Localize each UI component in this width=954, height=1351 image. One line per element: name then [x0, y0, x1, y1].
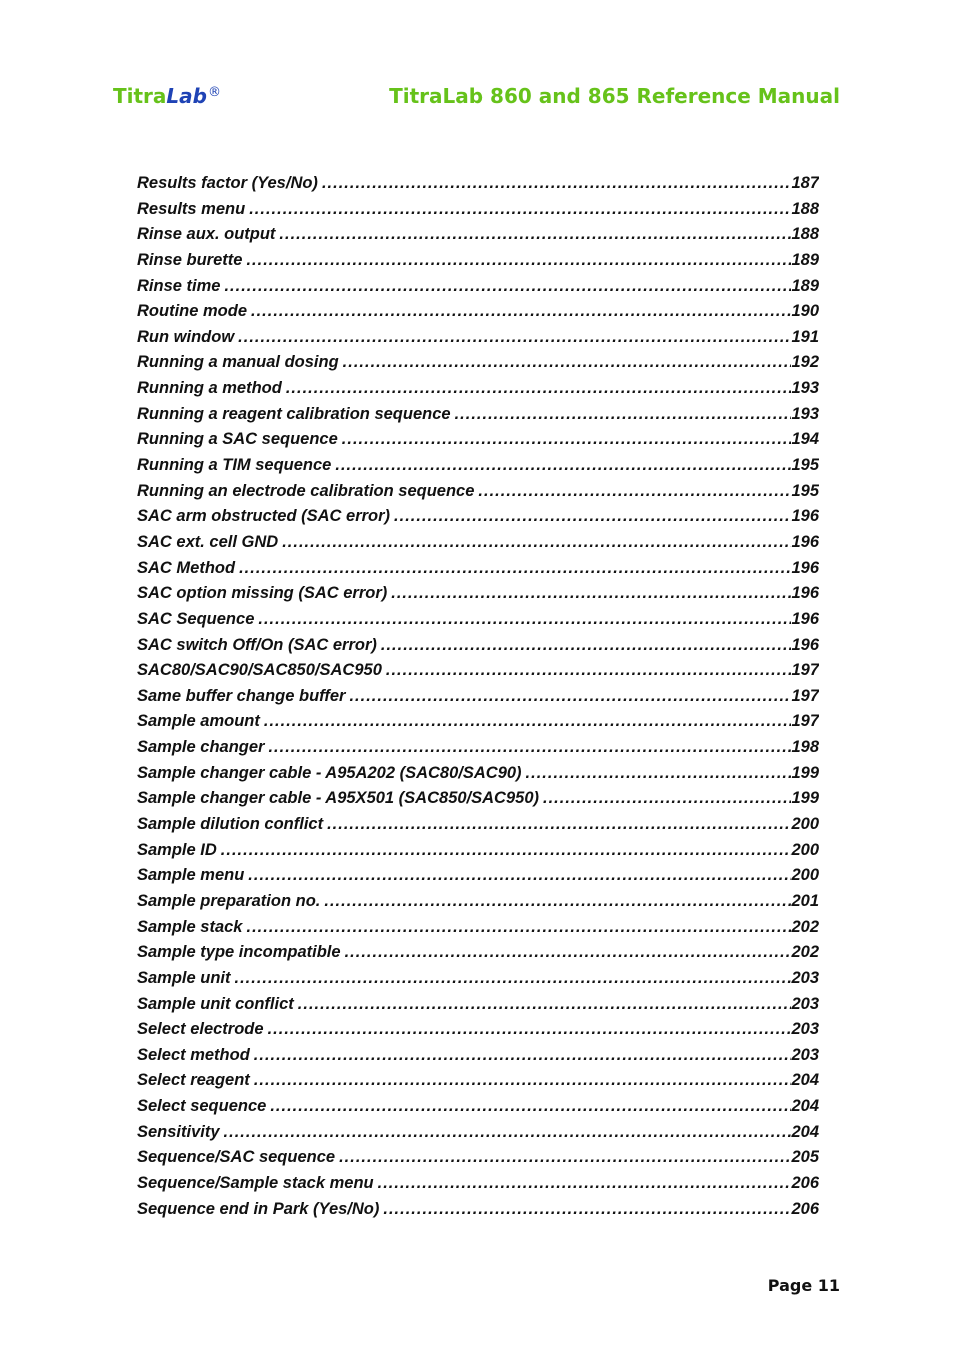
index-page-number: 199	[791, 789, 819, 808]
index-term: Sensitivity	[137, 1122, 220, 1141]
dot-leader	[543, 789, 791, 808]
index-entry	[137, 815, 819, 841]
page-number: Page 11	[767, 1276, 840, 1295]
index-term: Sample amount	[137, 712, 260, 731]
dot-leader	[298, 995, 792, 1014]
index-page-number: 194	[791, 430, 819, 449]
index-entry	[137, 277, 819, 303]
dot-leader	[381, 636, 792, 655]
index-page-number: 202	[791, 943, 819, 962]
index-term: SAC Method	[137, 558, 236, 577]
index-page-number: 203	[791, 994, 819, 1013]
index-entry	[137, 1046, 819, 1072]
index-entry	[137, 1148, 819, 1174]
index-page-number: 203	[791, 1020, 819, 1039]
index-page-number: 196	[791, 609, 819, 628]
index-page-number: 189	[791, 250, 819, 269]
index-page-number: 206	[791, 1173, 819, 1192]
index-term: SAC arm obstructed (SAC error)	[137, 507, 391, 526]
index-entry	[137, 302, 819, 328]
index-entry	[137, 943, 819, 969]
index-entry	[137, 866, 819, 892]
index-entry	[137, 636, 819, 662]
index-term: Running a SAC sequence	[137, 430, 338, 449]
index-page-number: 197	[791, 661, 819, 680]
dot-leader	[221, 841, 792, 860]
index-term: Sample stack	[137, 917, 243, 936]
dot-leader	[251, 302, 791, 321]
index-page-number: 202	[791, 917, 819, 936]
index-entry	[137, 789, 819, 815]
index-page-number: 199	[791, 763, 819, 782]
index-page-number: 204	[791, 1071, 819, 1090]
index-term: Sample ID	[137, 840, 217, 859]
index-entry	[137, 174, 819, 200]
index-entry	[137, 661, 819, 687]
registered-mark: ®	[207, 85, 221, 100]
index-term: Routine mode	[137, 302, 247, 321]
dot-leader	[349, 687, 791, 706]
index-page-number: 200	[791, 866, 819, 885]
dot-leader	[282, 533, 791, 552]
index-term: SAC Sequence	[137, 609, 255, 628]
dot-leader	[246, 918, 791, 937]
index-entry	[137, 584, 819, 610]
dot-leader	[239, 559, 791, 578]
index-entry	[137, 328, 819, 354]
index-entry	[137, 995, 819, 1021]
index-term: SAC ext. cell GND	[137, 532, 279, 551]
index-term: Select reagent	[137, 1071, 250, 1090]
index-term: Sequence/SAC sequence	[137, 1148, 336, 1167]
index-entry	[137, 456, 819, 482]
index-term: Running an electrode calibration sequence	[137, 481, 475, 500]
document-title: TitraLab 860 and 865 Reference Manual	[389, 84, 840, 108]
index-entry	[137, 738, 819, 764]
dot-leader	[254, 1046, 792, 1065]
dot-leader	[248, 866, 791, 885]
dot-leader	[345, 943, 792, 962]
index-term: Sample type incompatible	[137, 943, 341, 962]
brand-suffix: Lab	[166, 84, 207, 108]
index-entry	[137, 712, 819, 738]
index-page-number: 188	[791, 199, 819, 218]
dot-leader	[224, 277, 791, 296]
index-entry	[137, 687, 819, 713]
index-page-number: 196	[791, 507, 819, 526]
index-entry	[137, 507, 819, 533]
index-term: Sample changer cable - A95X501 (SAC850/SAC950)	[137, 789, 539, 808]
dot-leader	[268, 738, 791, 757]
dot-leader	[335, 456, 791, 475]
index-term: Running a method	[137, 379, 282, 398]
brand-prefix: Titra	[113, 84, 167, 108]
dot-leader	[383, 1200, 791, 1219]
index-term: Select sequence	[137, 1097, 267, 1116]
index-term: Results menu	[137, 199, 246, 218]
dot-leader	[235, 969, 792, 988]
dot-leader	[322, 174, 792, 193]
index-term: Rinse time	[137, 276, 221, 295]
index-entry	[137, 1200, 819, 1226]
dot-leader	[327, 815, 791, 834]
index-term: Sample menu	[137, 866, 245, 885]
index-page-number: 203	[791, 968, 819, 987]
dot-leader	[270, 1097, 791, 1116]
dot-leader	[455, 405, 792, 424]
index-term: Sequence end in Park (Yes/No)	[137, 1199, 380, 1218]
index-page-number: 201	[791, 891, 819, 910]
index-entry	[137, 892, 819, 918]
index-term: Sample unit	[137, 968, 231, 987]
dot-leader	[324, 892, 791, 911]
index-term: Results factor (Yes/No)	[137, 174, 318, 192]
index-entry	[137, 533, 819, 559]
index-term: SAC option missing (SAC error)	[137, 584, 388, 603]
index-term: Sample dilution conflict	[137, 815, 324, 834]
index-page-number: 205	[791, 1148, 819, 1167]
index-entry	[137, 405, 819, 431]
index-entry	[137, 251, 819, 277]
index-page-number: 206	[791, 1199, 819, 1218]
index-page-number: 189	[791, 276, 819, 295]
index-page-number: 198	[791, 738, 819, 757]
index-entry	[137, 969, 819, 995]
index-term: Same buffer change buffer	[137, 686, 346, 705]
index-entry	[137, 841, 819, 867]
dot-leader	[342, 430, 792, 449]
index-page-number: 196	[791, 532, 819, 551]
dot-leader	[386, 661, 792, 680]
index-page-number: 192	[791, 353, 819, 372]
dot-leader	[254, 1071, 792, 1090]
index-term: SAC80/SAC90/SAC850/SAC950	[137, 661, 382, 680]
dot-leader	[264, 712, 792, 731]
index-term: Sample preparation no.	[137, 891, 321, 910]
index-page-number: 187	[791, 174, 819, 192]
index-page-number: 200	[791, 840, 819, 859]
brand-logo	[113, 84, 221, 108]
index-entry	[137, 1123, 819, 1149]
index-term: Select electrode	[137, 1020, 264, 1039]
dot-leader	[249, 200, 791, 219]
index-entry	[137, 1174, 819, 1200]
index-page-number: 196	[791, 558, 819, 577]
dot-leader	[224, 1123, 792, 1142]
dot-leader	[286, 379, 792, 398]
index-term: Sample unit conflict	[137, 994, 294, 1013]
index-page-number: 197	[791, 686, 819, 705]
dot-leader	[339, 1148, 791, 1167]
index-term: Running a reagent calibration sequence	[137, 404, 451, 423]
index-term: Sequence/Sample stack menu	[137, 1173, 374, 1192]
dot-leader	[238, 328, 791, 347]
index-entry	[137, 482, 819, 508]
index-term: Running a TIM sequence	[137, 456, 332, 475]
index-term: Running a manual dosing	[137, 353, 339, 372]
index-term: Sample changer	[137, 738, 265, 757]
index-page-number: 196	[791, 635, 819, 654]
index-page-number: 197	[791, 712, 819, 731]
index-term: Select method	[137, 1045, 250, 1064]
index-page-number: 195	[791, 456, 819, 475]
index-entry	[137, 430, 819, 456]
index-term: SAC switch Off/On (SAC error)	[137, 635, 377, 654]
dot-leader	[258, 610, 791, 629]
index-term: Rinse burette	[137, 250, 243, 269]
index-term: Rinse aux. output	[137, 225, 276, 244]
index-page-number: 203	[791, 1045, 819, 1064]
dot-leader	[378, 1174, 792, 1193]
dot-leader	[391, 584, 791, 603]
index-page-number: 193	[791, 379, 819, 398]
dot-leader	[478, 482, 791, 501]
index-entry	[137, 559, 819, 585]
index-entry	[137, 1097, 819, 1123]
index-entry	[137, 918, 819, 944]
index-entry	[137, 353, 819, 379]
index-entry	[137, 764, 819, 790]
dot-leader	[343, 353, 792, 372]
index-page-number: 196	[791, 584, 819, 603]
index-entry	[137, 200, 819, 226]
dot-leader	[279, 225, 791, 244]
index-page-number: 195	[791, 481, 819, 500]
index-page-number: 191	[791, 327, 819, 346]
dot-leader	[268, 1020, 792, 1039]
index-page-number: 204	[791, 1122, 819, 1141]
index-page-number: 200	[791, 815, 819, 834]
dot-leader	[246, 251, 791, 270]
index-term: Run window	[137, 327, 235, 346]
index-list	[137, 174, 819, 1225]
dot-leader	[526, 764, 792, 783]
index-entry	[137, 610, 819, 636]
index-page-number: 188	[791, 225, 819, 244]
index-entry	[137, 1071, 819, 1097]
index-term: Sample changer cable - A95A202 (SAC80/SAC90)	[137, 763, 522, 782]
index-entry	[137, 1020, 819, 1046]
index-entry	[137, 379, 819, 405]
index-page-number: 193	[791, 404, 819, 423]
index-page-number: 204	[791, 1097, 819, 1116]
index-entry	[137, 225, 819, 251]
dot-leader	[394, 507, 791, 526]
index-page-number: 190	[791, 302, 819, 321]
